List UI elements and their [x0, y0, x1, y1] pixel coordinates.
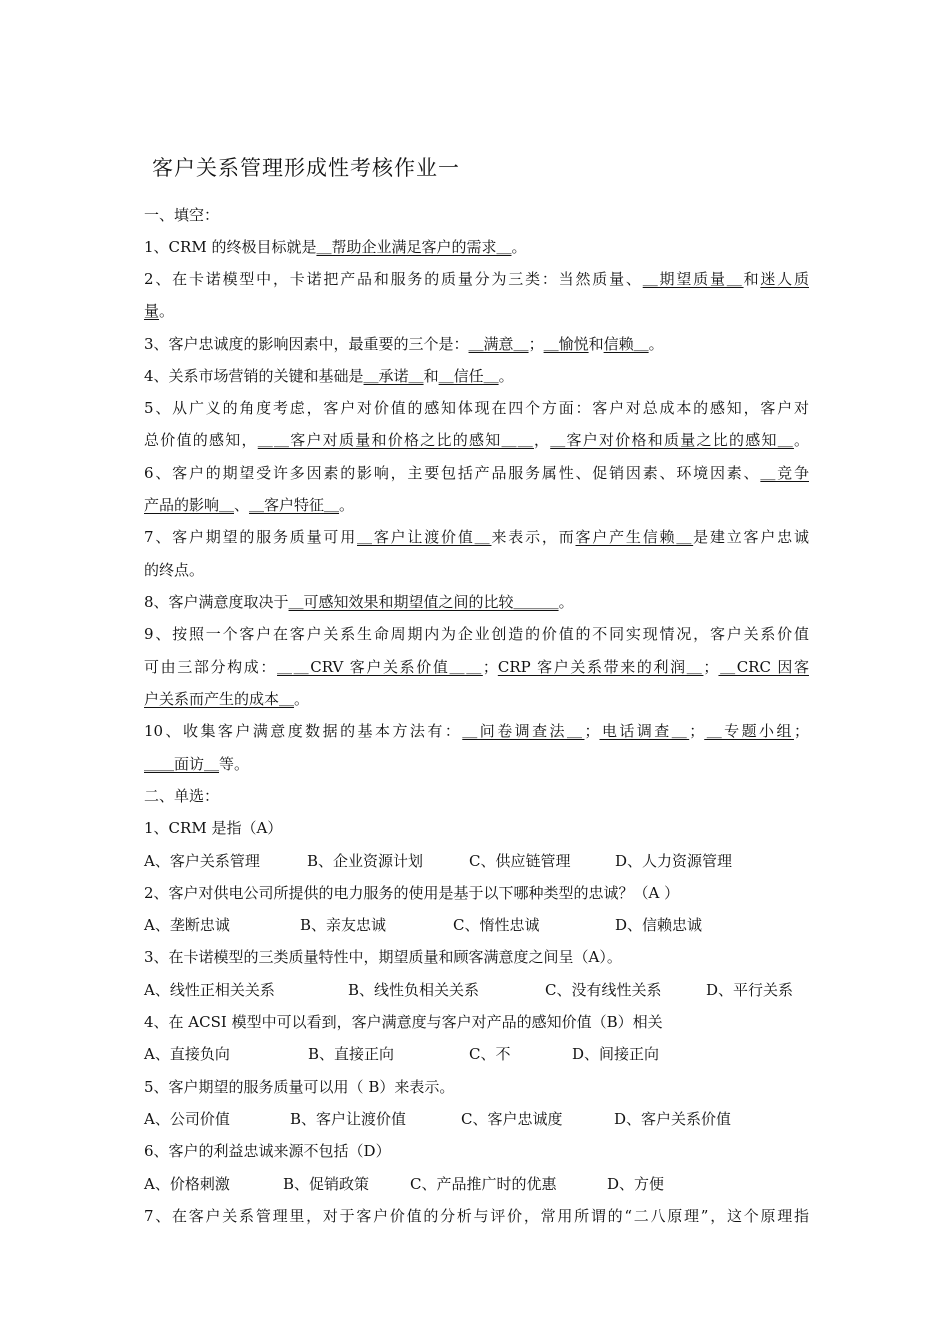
- fill-question-2: [144, 268, 809, 290]
- option-a: A、直接负向: [144, 1045, 230, 1063]
- choice-question-5: 5、客户期望的服务质量可以用（ B）来表示。: [144, 1078, 455, 1096]
- option-d: D、方便: [607, 1175, 665, 1193]
- answer-blank: ＿客户对价格和质量之比的感知＿: [550, 431, 794, 449]
- option-b: B、客户让渡价值: [290, 1110, 407, 1128]
- option-c: C、客户忠诚度: [461, 1110, 563, 1128]
- section-heading-fill: 一、填空：: [144, 206, 220, 224]
- fill-question-7: [144, 526, 809, 548]
- answer-blank: ＿问卷调查法＿: [462, 722, 585, 740]
- question-text: 1、CRM 的终极目标就是: [144, 238, 317, 256]
- answer-blank: ＿帮助企业满足客户的需求＿: [316, 238, 512, 256]
- question-text: 10、收集客户满意度数据的基本方法有：: [144, 722, 463, 740]
- punct: 。: [558, 593, 574, 611]
- punct: 。: [294, 690, 310, 708]
- question-text: 可由三部分构成：: [144, 658, 278, 676]
- option-c: C、惰性忠诚: [453, 916, 540, 934]
- answer-blank: ＿承诺＿: [363, 367, 424, 385]
- question-text: 是建立客户忠诚: [693, 528, 809, 546]
- choice-options-3: [144, 979, 809, 1001]
- fill-question-6: [144, 462, 809, 484]
- choice-options-6: [144, 1173, 809, 1195]
- option-d: D、间接正向: [572, 1045, 660, 1063]
- fill-question-5-cont: [144, 429, 809, 451]
- fill-question-3: [144, 333, 809, 355]
- question-text: 6、客户的期望受许多因素的影响，主要包括产品服务属性、促销因素、环境因素、: [144, 464, 761, 482]
- choice-options-1: [144, 850, 809, 872]
- option-c: C、供应链管理: [469, 852, 571, 870]
- question-text: 3、客户忠诚度的影响因素中，最重要的三个是：: [144, 335, 469, 353]
- answer-blank: 产品的影响＿: [144, 496, 235, 514]
- answer-blank: ＿满意＿: [468, 335, 529, 353]
- answer-blank: 迷人质: [760, 270, 809, 288]
- punct: ；: [793, 722, 809, 740]
- connector: 和: [743, 270, 761, 288]
- option-c: C、产品推广时的优惠: [410, 1175, 557, 1193]
- choice-question-1: 1、CRM 是指（A）: [144, 819, 283, 837]
- fill-question-10: [144, 720, 809, 742]
- choice-question-7: 7、在客户关系管理里，对于客户价值的分析与评价，常用所谓的“二八原理”，这个原理指: [144, 1207, 809, 1225]
- question-text: 7、客户期望的服务质量可用: [144, 528, 358, 546]
- option-d: D、信赖忠诚: [615, 916, 703, 934]
- option-b: B、企业资源计划: [307, 852, 424, 870]
- punct: 、: [234, 496, 250, 514]
- punct: 。: [498, 367, 514, 385]
- option-a: A、线性正相关关系: [144, 981, 275, 999]
- option-d: D、人力资源管理: [615, 852, 733, 870]
- question-text: 4、关系市场营销的关键和基础是: [144, 367, 364, 385]
- punct: ，: [533, 431, 551, 449]
- answer-blank: ＿期望质量＿: [642, 270, 744, 288]
- option-a: A、客户关系管理: [144, 852, 260, 870]
- connector: 和: [588, 335, 604, 353]
- answer-blank: ＿专题小组: [704, 722, 794, 740]
- fill-question-7-cont: 的终点。: [144, 561, 205, 579]
- fill-question-2-cont: [144, 300, 809, 322]
- fill-question-4: [144, 365, 809, 387]
- section-heading-choice: 二、单选：: [144, 787, 220, 805]
- answer-blank: ＿客户特征＿: [249, 496, 340, 514]
- answer-blank: ＿＿CRV 客户关系价值＿＿: [277, 658, 483, 676]
- punct: ；: [528, 335, 544, 353]
- answer-blank: 信赖＿: [603, 335, 649, 353]
- answer-blank: ＿＿面访＿: [144, 755, 220, 773]
- punct: 。: [793, 431, 809, 449]
- answer-blank: ＿＿客户对质量和价格之比的感知＿＿: [257, 431, 534, 449]
- choice-options-2: [144, 914, 809, 936]
- fill-question-9: 9、按照一个客户在客户关系生命周期内为企业创造的价值的不同实现情况，客户关系价值: [144, 625, 809, 643]
- choice-question-2: 2、客户对供电公司所提供的电力服务的使用是基于以下哪种类型的忠诚？（A ）: [144, 884, 680, 902]
- choice-question-3: 3、在卡诺模型的三类质量特性中，期望质量和顾客满意度之间呈（A）。: [144, 948, 622, 966]
- punct: 。: [159, 302, 175, 320]
- answer-blank: ＿CRC 因客: [718, 658, 809, 676]
- answer-blank: 电话调查＿: [599, 722, 690, 740]
- punct: ；: [584, 722, 600, 740]
- answer-blank: ＿信任＿: [438, 367, 499, 385]
- fill-question-9-cont2: [144, 688, 809, 710]
- option-b: B、线性负相关关系: [348, 981, 480, 999]
- question-text: 8、客户满意度取决于: [144, 593, 289, 611]
- choice-options-5: [144, 1108, 809, 1130]
- fill-question-10-cont: [144, 753, 809, 775]
- punct: ；: [482, 658, 498, 676]
- punct: 等。: [219, 755, 250, 773]
- question-text: 2、在卡诺模型中，卡诺把产品和服务的质量分为三类：当然质量、: [144, 270, 643, 288]
- answer-blank: ＿竞争: [760, 464, 809, 482]
- connector: 和: [423, 367, 439, 385]
- option-a: A、垄断忠诚: [144, 916, 230, 934]
- option-a: A、公司价值: [144, 1110, 230, 1128]
- answer-blank: ＿可感知效果和期望值之间的比较＿＿＿: [288, 593, 559, 611]
- answer-blank: CRP 客户关系带来的利润＿: [497, 658, 704, 676]
- question-text: 来表示，而: [491, 528, 576, 546]
- answer-blank: ＿客户让渡价值＿: [357, 528, 492, 546]
- option-b: B、促销政策: [283, 1175, 370, 1193]
- option-d: D、平行关系: [706, 981, 794, 999]
- choice-question-4: 4、在 ACSI 模型中可以看到，客户满意度与客户对产品的感知价值（B）相关: [144, 1013, 663, 1031]
- fill-question-1: [144, 236, 809, 258]
- option-c: C、没有线性关系: [545, 981, 662, 999]
- question-text: 总价值的感知，: [144, 431, 258, 449]
- fill-question-8: [144, 591, 809, 613]
- answer-blank: 量: [144, 302, 160, 320]
- choice-options-4: [144, 1043, 809, 1065]
- document-title: 客户关系管理形成性考核作业一: [152, 156, 460, 180]
- option-b: B、直接正向: [308, 1045, 395, 1063]
- punct: ；: [703, 658, 719, 676]
- answer-blank: ＿愉悦: [543, 335, 589, 353]
- option-d: D、客户关系价值: [614, 1110, 732, 1128]
- punct: ；: [689, 722, 705, 740]
- answer-blank: 户关系而产生的成本＿: [144, 690, 295, 708]
- punct: 。: [648, 335, 664, 353]
- option-b: B、亲友忠诚: [300, 916, 387, 934]
- answer-blank: 客户产生信赖＿: [575, 528, 694, 546]
- punct: 。: [511, 238, 527, 256]
- fill-question-9-cont: [144, 656, 809, 678]
- choice-question-6: 6、客户的利益忠诚来源不包括（D）: [144, 1142, 391, 1160]
- fill-question-6-cont: [144, 494, 809, 516]
- punct: 。: [339, 496, 355, 514]
- option-c: C、不: [469, 1045, 511, 1063]
- fill-question-5: 5、从广义的角度考虑，客户对价值的感知体现在四个方面：客户对总成本的感知，客户对: [144, 399, 809, 417]
- option-a: A、价格刺激: [144, 1175, 230, 1193]
